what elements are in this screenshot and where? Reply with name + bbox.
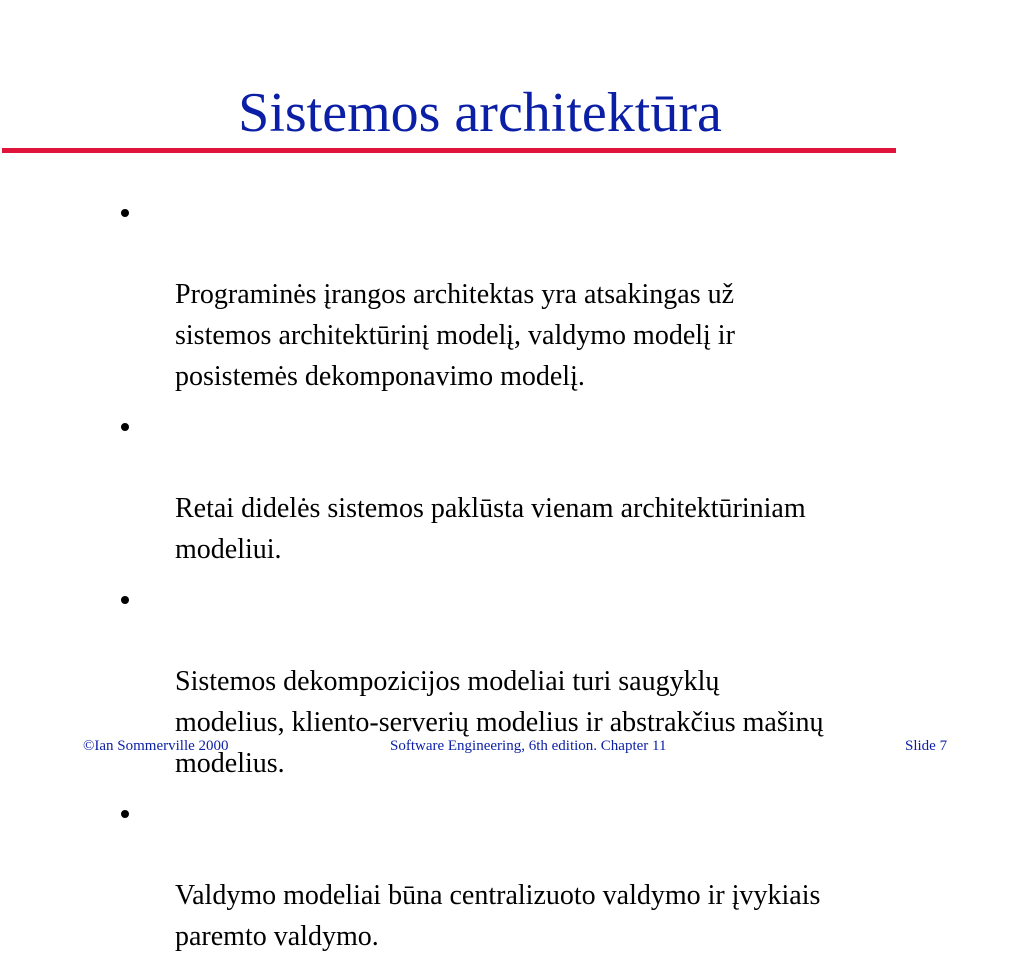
bullet-text: Retai didelės sistemos paklūsta vienam architektūriniam modeliui. [175, 493, 806, 565]
bullet-text: Valdymo modeliai būna centralizuoto valdymo ir įvykiais paremto valdymo. [175, 880, 821, 952]
bullet-dot-icon [121, 596, 129, 604]
footer-book-title: Software Engineering, 6th edition. Chapter 11 [390, 738, 667, 754]
footer-copyright: ©Ian Sommerville 2000 [83, 738, 229, 754]
bullet-item [118, 192, 978, 397]
bullet-item [118, 406, 978, 570]
bullet-dot-icon [121, 810, 129, 818]
bullet-list [118, 192, 978, 966]
slide-title: Sistemos architektūra [238, 82, 722, 144]
bullet-text: Sistemos dekompozicijos modeliai turi saugyklų modelius, kliento-serverių modelius ir abstrakčius mašinų modelius. [175, 666, 824, 779]
bullet-text: Programinės įrangos architektas yra atsakingas už sistemos architektūrinį modelį, valdymo modelį ir posistemės dekomponavimo modelį. [175, 279, 735, 392]
title-underline-rule [2, 148, 896, 153]
bullet-dot-icon [121, 209, 129, 217]
footer-slide-number: Slide 7 [905, 738, 948, 754]
bullet-dot-icon [121, 423, 129, 431]
bullet-item [118, 793, 978, 957]
